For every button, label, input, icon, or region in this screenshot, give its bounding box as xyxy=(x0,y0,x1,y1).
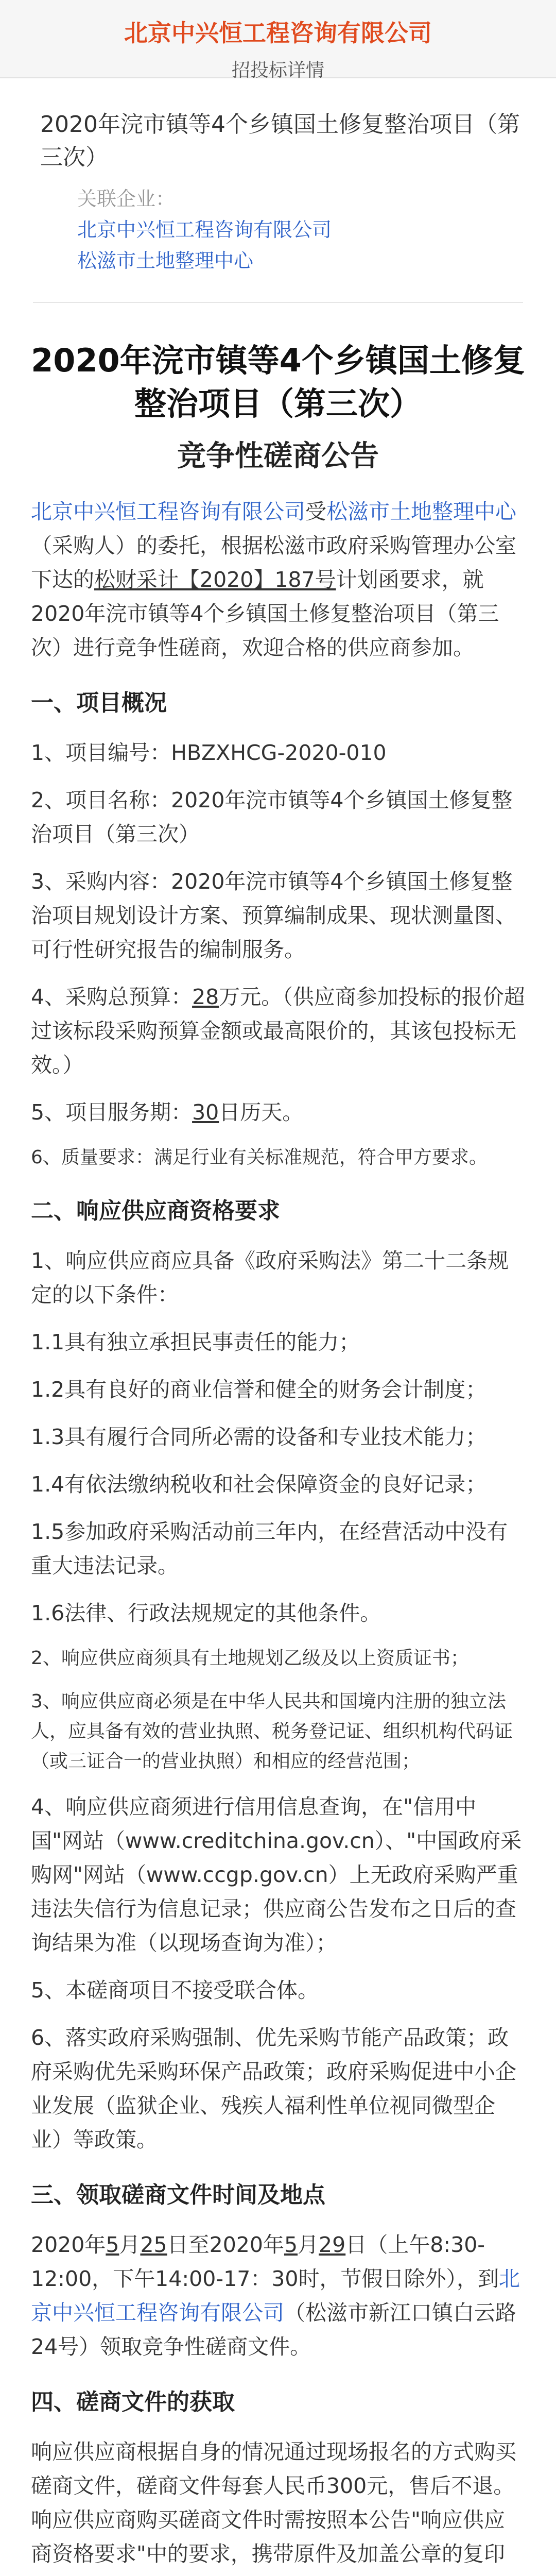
section-heading: 二、响应供应商资格要求 xyxy=(31,1198,280,1224)
announcement-document xyxy=(31,303,525,2576)
qualification-intro: 1、响应供应商应具备《政府采购法》第二十二条规定的以下条件： xyxy=(31,1248,509,1307)
intro-text: 受 xyxy=(305,499,326,524)
date-text: 日至2020年 xyxy=(167,2232,284,2257)
brand-name[interactable]: 北京中兴恒工程咨询有限公司 xyxy=(124,19,432,47)
period-value: 30 xyxy=(192,1100,219,1125)
section-heading: 一、项目概况 xyxy=(31,690,167,716)
start-day: 25 xyxy=(140,2232,167,2257)
date-text: 2020年 xyxy=(31,2232,106,2257)
start-month: 5 xyxy=(106,2232,119,2257)
related-companies xyxy=(77,183,523,276)
qualification-condition: 1.5参加政府采购活动前三年内，在经营活动中没有重大违法记录。 xyxy=(31,1519,508,1578)
budget-item xyxy=(31,980,525,1082)
announcement-subtitle: 竞争性磋商公告 xyxy=(177,439,379,473)
plan-reference: 松财采计【2020】187号 xyxy=(94,567,336,592)
agency-link[interactable]: 北京中兴恒工程咨询有限公司 xyxy=(31,499,305,524)
qualification-condition: 1.4有依法缴纳税收和社会保障资金的良好记录； xyxy=(31,1472,487,1497)
collection-time-place xyxy=(31,2228,525,2364)
project-item: 2、项目名称：2020年浣市镇等4个乡镇国土修复整治项目（第三次） xyxy=(31,788,513,846)
end-day: 29 xyxy=(319,2232,346,2257)
announcement-title: 2020年浣市镇等4个乡镇国土修复整治项目（第三次） xyxy=(31,342,525,422)
intro-paragraph xyxy=(31,495,525,665)
quality-item: 6、质量要求：满足行业有关标准规范，符合甲方要求。 xyxy=(31,1147,488,1168)
date-text: 月 xyxy=(298,2232,319,2257)
qualification-item: 2、响应供应商须具有土地规划乙级及以上资质证书； xyxy=(31,1648,469,1669)
project-card xyxy=(33,78,523,303)
intro-text: 计划函要求，就2020年浣市镇等4个乡镇国土修复整治项目（第三次）进行竞争性磋商，欢迎合格的供应商参加。 xyxy=(31,567,499,660)
qualification-condition: 1.6法律、行政法规规定的其他条件。 xyxy=(31,1601,381,1625)
intro-text: （采购人）的委托，根据松滋市政府采购管理办公室下达的 xyxy=(31,533,516,592)
qualification-item: 4、响应供应商须进行信用信息查询，在"信用中国"网站（www.creditchina.gov.cn）、"中国政府采购网"网站（www.ccgp.gov.cn）上无政府采购严重违法失信行为信息记录；供应商公告发布之日后的查询结果为准（以现场查询为准）； xyxy=(31,1794,522,1955)
project-item: 3、采购内容：2020年浣市镇等4个乡镇国土修复整治项目规划设计方案、预算编制成果、现状测量图、可行性研究报告的编制服务。 xyxy=(31,869,516,962)
qualification-condition: 1.3具有履行合同所必需的设备和专业技术能力； xyxy=(31,1425,487,1449)
related-company-link[interactable]: 北京中兴恒工程咨询有限公司 xyxy=(77,218,332,241)
page-header xyxy=(0,0,556,81)
date-text: 月 xyxy=(119,2232,141,2257)
document-acquisition: 响应供应商根据自身的情况通过现场报名的方式购买磋商文件，磋商文件每套人民币300元，售后不退。响应供应商购买磋商文件时需按照本公告"响应供应商资格要求"中的要求，携带原件及加盖公章的复印 xyxy=(31,2439,516,2566)
budget-note: 万元。（供应商参加投标的报价超过该标段采购预算金额或最高限价的，其该包投标无效。） xyxy=(31,985,525,1077)
section-heading: 三、领取磋商文件时间及地点 xyxy=(31,2182,325,2208)
period-item xyxy=(31,1095,525,1129)
related-company-link[interactable]: 松滋市土地整理中心 xyxy=(77,249,254,272)
purchaser-link[interactable]: 松滋市土地整理中心 xyxy=(326,499,516,524)
budget-label: 4、采购总预算： xyxy=(31,985,193,1009)
period-label: 5、项目服务期： xyxy=(31,1100,193,1125)
period-unit: 日历天。 xyxy=(219,1100,304,1125)
address-text: （松滋市新江口镇白云路24号）领取竞争性磋商文件。 xyxy=(31,2300,516,2359)
agency-link[interactable]: 北京中兴恒工程咨询有限公司 xyxy=(31,2266,520,2325)
qualification-item: 3、响应供应商必须是在中华人民共和国境内注册的独立法人，应具备有效的营业执照、税务登记证、组织机构代码证（或三证合一的营业执照）和相应的经营范围； xyxy=(31,1691,513,1772)
qualification-item: 6、落实政府采购强制、优先采购节能产品政策；政府采购优先采购环保产品政策；政府采购促进中小企业发展（监狱企业、残疾人福利性单位视同微型企业）等政策。 xyxy=(31,2025,516,2152)
section-heading: 四、磋商文件的获取 xyxy=(31,2389,235,2415)
project-card-title: 2020年浣市镇等4个乡镇国土修复整治项目（第三次） xyxy=(40,111,520,171)
date-text: 日（上午8:30-12:00，下午14:00-17：30时，节假日除外），到 xyxy=(31,2232,499,2291)
qualification-item: 5、本磋商项目不接受联合体。 xyxy=(31,1978,319,2003)
qualification-condition: 1.2具有良好的商业信誉和健全的财务会计制度； xyxy=(31,1377,487,1402)
end-month: 5 xyxy=(284,2232,298,2257)
page-subtitle: 招投标详情 xyxy=(231,60,324,81)
qualification-condition: 1.1具有独立承担民事责任的能力； xyxy=(31,1330,360,1354)
related-label: 关联企业： xyxy=(77,188,176,210)
project-item: 1、项目编号：HBZXHCG-2020-010 xyxy=(31,740,387,765)
budget-value: 28 xyxy=(192,985,219,1009)
